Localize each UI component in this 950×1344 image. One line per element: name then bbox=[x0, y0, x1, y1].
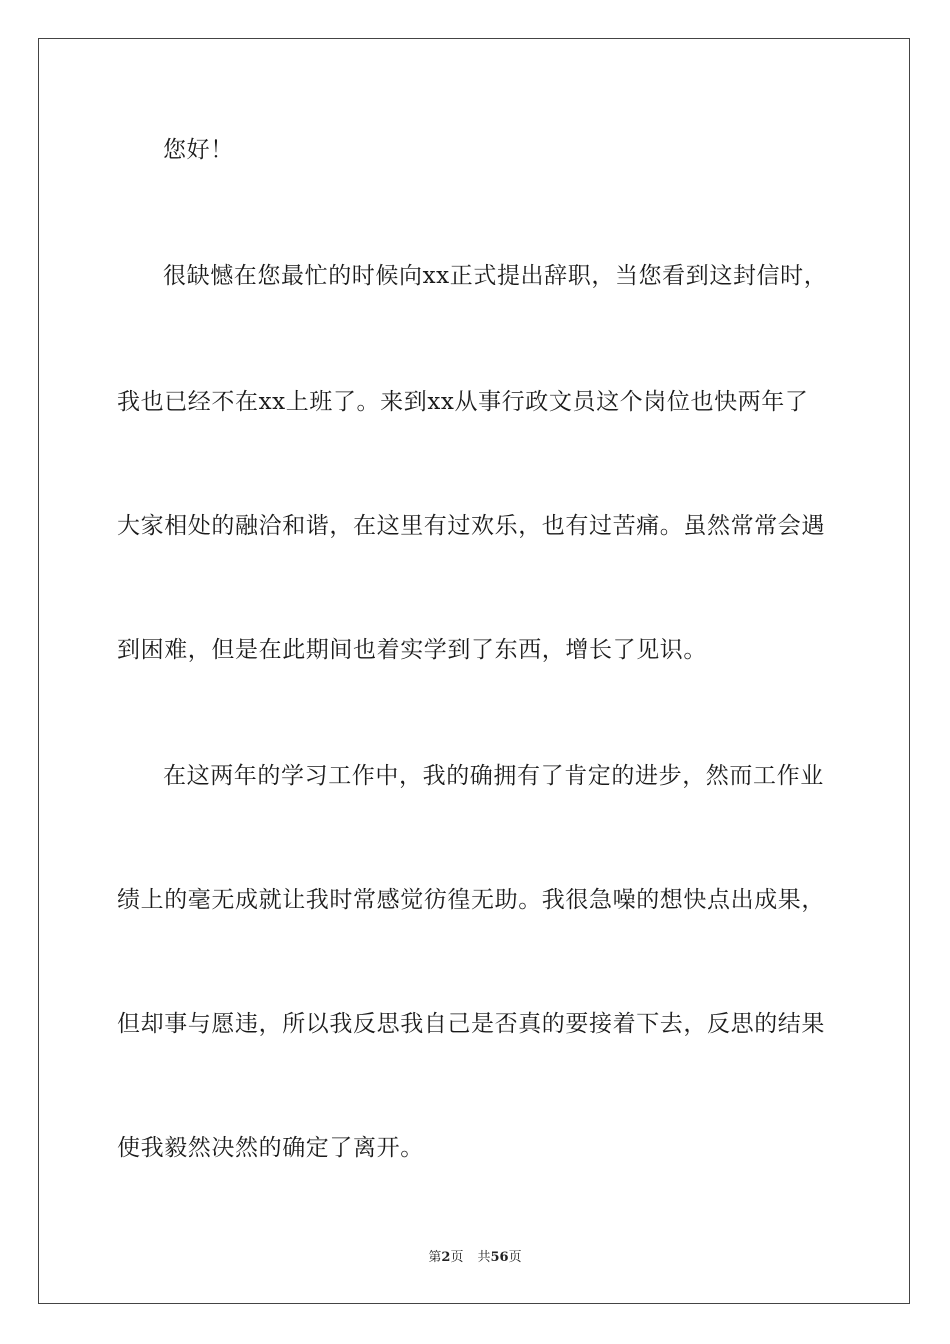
paragraph-1-line-3: 大家相处的融洽和谐，在这里有过欢乐，也有过苦痛。虽然常常会遇 bbox=[117, 513, 825, 539]
paragraph-2-line-1: 在这两年的学习工作中，我的确拥有了肯定的进步，然而工作业 bbox=[163, 763, 824, 789]
total-suffix: 页 bbox=[508, 1250, 522, 1265]
page-footer bbox=[0, 1250, 950, 1266]
paragraph-1-line-1: 很缺憾在您最忙的时候向xx正式提出辞职，当您看到这封信时， bbox=[163, 263, 828, 289]
current-page-number: 2 bbox=[441, 1250, 451, 1265]
total-prefix: 共 bbox=[477, 1250, 491, 1265]
paragraph-1-line-4: 到困难，但是在此期间也着实学到了东西，增长了见识。 bbox=[117, 637, 707, 663]
paragraph-2-line-3: 但却事与愿违，所以我反思我自己是否真的要接着下去，反思的结果 bbox=[117, 1011, 825, 1037]
page-suffix: 页 bbox=[450, 1250, 464, 1265]
page-prefix: 第 bbox=[428, 1250, 442, 1265]
total-pages-number: 56 bbox=[490, 1250, 509, 1265]
paragraph-1-line-2: 我也已经不在xx上班了。来到xx从事行政文员这个岗位也快两年了 bbox=[117, 389, 809, 415]
greeting: 您好！ bbox=[163, 137, 234, 163]
page-frame bbox=[38, 38, 910, 1304]
paragraph-2-line-4: 使我毅然决然的确定了离开。 bbox=[117, 1135, 424, 1161]
paragraph-2-line-2: 绩上的毫无成就让我时常感觉彷徨无助。我很急噪的想快点出成果， bbox=[117, 887, 825, 913]
